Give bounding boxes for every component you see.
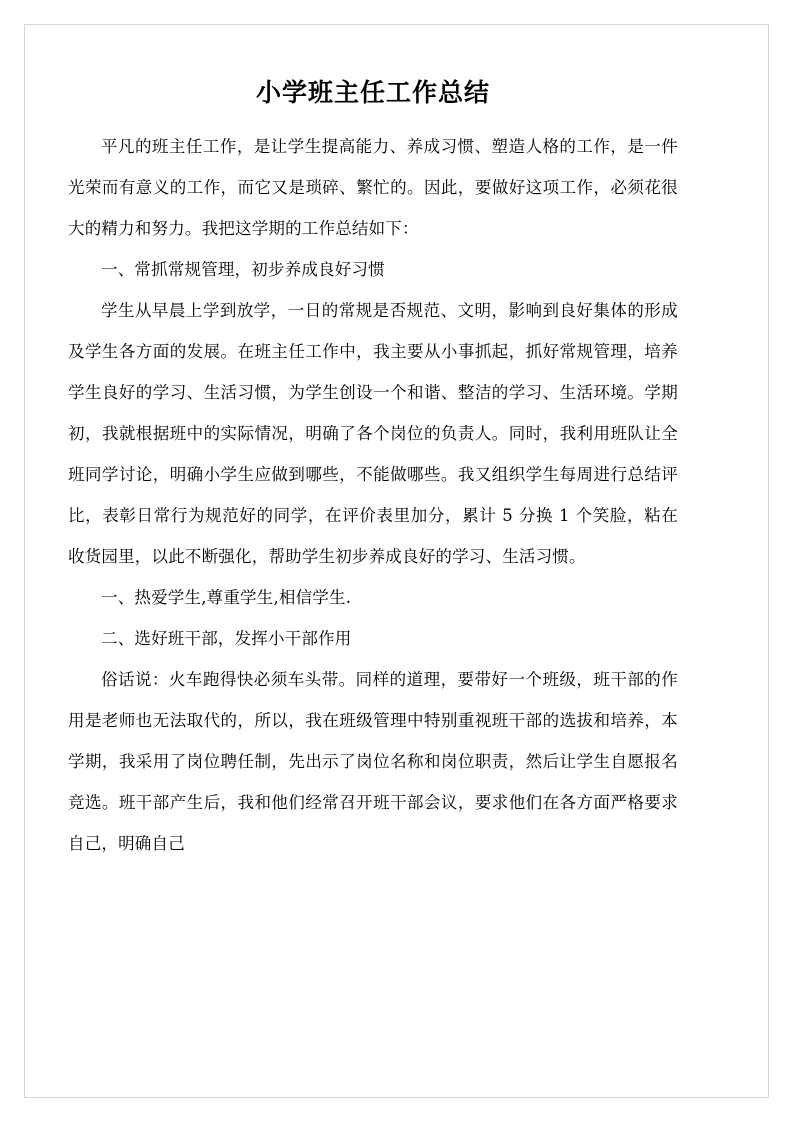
paragraph-heading-2: 二、选好班干部，发挥小干部作用 — [101, 628, 352, 648]
paragraph-list-1: 一、热爱学生,尊重学生,相信学生. — [101, 587, 352, 607]
paragraph-1: 平凡的班主任工作，是让学生提高能力、养成习惯、塑造人格的工作，是一件光荣而有意义的工作，而它又是琐碎、繁忙的。因此，要做好这项工作，必须花很大的精力和努力。我把这学期的工作总结如下： — [68, 136, 678, 238]
page-title: 小学班主任工作总结 — [255, 78, 490, 107]
paragraph-heading-1: 一、常抓常规管理，初步养成良好习惯 — [101, 259, 385, 279]
paragraph-2: 学生从早晨上学到放学，一日的常规是否规范、文明，影响到良好集体的形成及学生各方面的发展。在班主任工作中，我主要从小事抓起，抓好常规管理，培养学生良好的学习、生活习惯，为学生创设一个和谐、整洁的学习、生活环境。学期初，我就根据班中的实际情况，明确了各个岗位的负责人。同时，我利用班队让全班同学讨论，明确小学生应做到哪些，不能做哪些。我又组织学生每周进行总结评比，表彰日常行为规范好的同学，在评价表里加分，累计 5 分换 1 个笑脸，粘在收货园里，以此不断强化，帮助学生初步养成良好的学习、生活习惯。 — [68, 300, 678, 566]
document-content — [68, 74, 678, 864]
paragraph-3: 俗话说：火车跑得快必须车头带。同样的道理，要带好一个班级，班干部的作用是老师也无法取代的，所以，我在班级管理中特别重视班干部的选拔和培养，本学期，我采用了岗位聘任制，先出示了岗位名称和岗位职责，然后让学生自愿报名竞选。班干部产生后，我和他们经常召开班干部会议，要求他们在各方面严格要求自己，明确自己 — [68, 669, 678, 853]
